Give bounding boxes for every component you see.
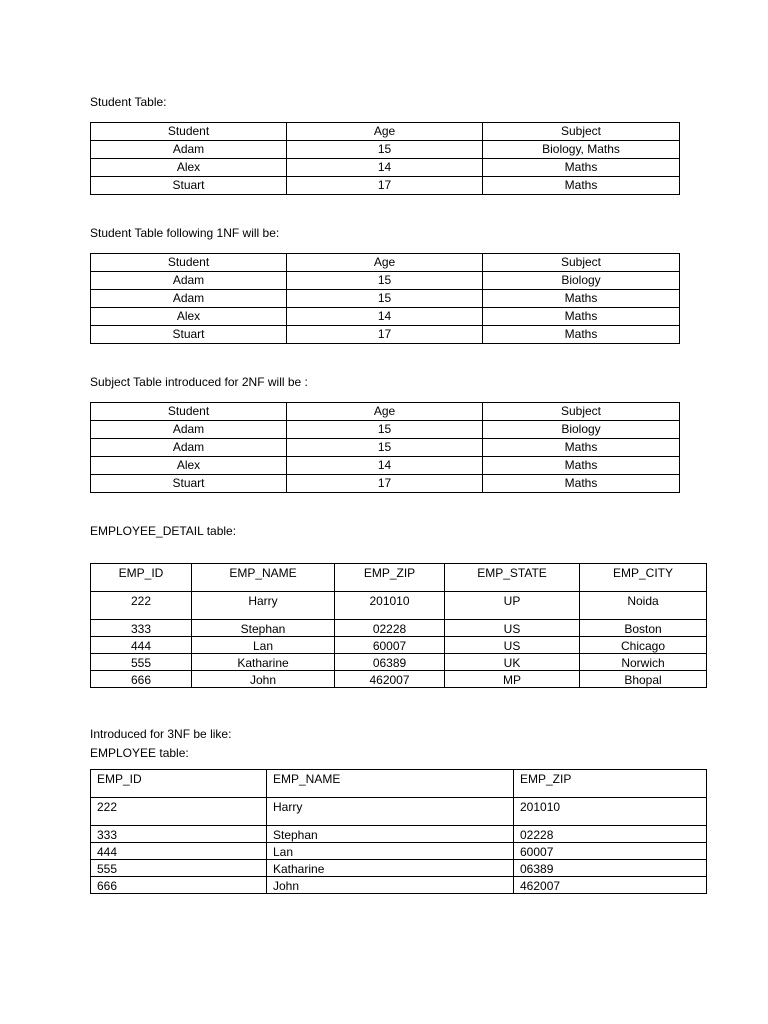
table-cell: Stuart [91, 475, 287, 493]
table-cell: Maths [483, 326, 680, 344]
column-header: EMP_ZIP [335, 564, 445, 592]
table-cell: Maths [483, 290, 680, 308]
table-row [91, 272, 680, 290]
table-cell: Maths [483, 457, 680, 475]
table-row [91, 177, 680, 195]
table-cell: 462007 [335, 671, 445, 688]
table-row [91, 860, 707, 877]
column-header: Age [287, 123, 483, 141]
table-header-row [91, 770, 707, 798]
table-cell: 444 [91, 637, 192, 654]
table-row [91, 457, 680, 475]
table-cell: Bhopal [580, 671, 707, 688]
student-1nf-caption: Student Table following 1NF will be: [90, 226, 280, 240]
table-cell: 15 [287, 272, 483, 290]
table-cell: Katharine [192, 654, 335, 671]
table-cell: 06389 [335, 654, 445, 671]
table-cell: 17 [287, 326, 483, 344]
table-cell: Norwich [580, 654, 707, 671]
table-row [91, 843, 707, 860]
table-cell: Maths [483, 475, 680, 493]
column-header: EMP_NAME [192, 564, 335, 592]
table-cell: 60007 [514, 843, 707, 860]
table-cell: Katharine [267, 860, 514, 877]
table-cell: 555 [91, 654, 192, 671]
table-row [91, 826, 707, 843]
table-row [91, 439, 680, 457]
table-row [91, 421, 680, 439]
table-row [91, 141, 680, 159]
student-table-caption: Student Table: [90, 95, 167, 109]
table-row [91, 326, 680, 344]
table-row [91, 308, 680, 326]
table-cell: John [192, 671, 335, 688]
table-row [91, 475, 680, 493]
column-header: EMP_ID [91, 564, 192, 592]
table-cell: Stuart [91, 177, 287, 195]
table-row [91, 671, 707, 688]
table-header-row [91, 403, 680, 421]
column-header: Student [91, 403, 287, 421]
student-table [90, 122, 680, 195]
table-cell: 17 [287, 177, 483, 195]
table-header-row [91, 123, 680, 141]
column-header: EMP_CITY [580, 564, 707, 592]
table-cell: Adam [91, 290, 287, 308]
table-cell: 15 [287, 141, 483, 159]
table-cell: US [445, 637, 580, 654]
table-cell: 15 [287, 439, 483, 457]
subject-2nf-caption: Subject Table introduced for 2NF will be : [90, 375, 308, 389]
table-cell: UP [445, 592, 580, 620]
table-cell: Chicago [580, 637, 707, 654]
column-header: EMP_ZIP [514, 770, 707, 798]
table-cell: 14 [287, 457, 483, 475]
table-cell: 444 [91, 843, 267, 860]
3nf-caption: Introduced for 3NF be like: [90, 727, 232, 741]
table-cell: 02228 [514, 826, 707, 843]
table-cell: 462007 [514, 877, 707, 894]
table-cell: 333 [91, 620, 192, 637]
employee-detail-table [90, 563, 707, 688]
employee-table-caption: EMPLOYEE table: [90, 746, 189, 760]
table-cell: 666 [91, 671, 192, 688]
table-cell: 15 [287, 421, 483, 439]
table-cell: 60007 [335, 637, 445, 654]
table-cell: 15 [287, 290, 483, 308]
column-header: Student [91, 123, 287, 141]
table-cell: Boston [580, 620, 707, 637]
table-cell: 14 [287, 308, 483, 326]
table-cell: Adam [91, 141, 287, 159]
table-row [91, 620, 707, 637]
table-cell: 333 [91, 826, 267, 843]
table-cell: 06389 [514, 860, 707, 877]
table-cell: Lan [267, 843, 514, 860]
table-row [91, 637, 707, 654]
table-row [91, 159, 680, 177]
table-cell: Alex [91, 457, 287, 475]
table-cell: Harry [192, 592, 335, 620]
table-cell: 17 [287, 475, 483, 493]
column-header: EMP_NAME [267, 770, 514, 798]
table-row [91, 290, 680, 308]
table-cell: Harry [267, 798, 514, 826]
table-cell: John [267, 877, 514, 894]
table-cell: Maths [483, 159, 680, 177]
column-header: Subject [483, 403, 680, 421]
column-header: Age [287, 403, 483, 421]
column-header: Subject [483, 123, 680, 141]
table-cell: 555 [91, 860, 267, 877]
table-cell: Stephan [192, 620, 335, 637]
table-header-row [91, 564, 707, 592]
table-cell: Adam [91, 272, 287, 290]
column-header: Student [91, 254, 287, 272]
table-cell: Biology [483, 421, 680, 439]
table-header-row [91, 254, 680, 272]
table-cell: Noida [580, 592, 707, 620]
table-cell: Stephan [267, 826, 514, 843]
column-header: Subject [483, 254, 680, 272]
table-cell: Alex [91, 159, 287, 177]
table-cell: 201010 [335, 592, 445, 620]
table-cell: Biology [483, 272, 680, 290]
table-cell: UK [445, 654, 580, 671]
table-cell: Maths [483, 308, 680, 326]
table-cell: US [445, 620, 580, 637]
table-cell: Adam [91, 421, 287, 439]
table-cell: 222 [91, 592, 192, 620]
table-cell: Biology, Maths [483, 141, 680, 159]
subject-2nf-table [90, 402, 680, 493]
employee-table [90, 769, 707, 894]
table-row [91, 798, 707, 826]
table-cell: 201010 [514, 798, 707, 826]
table-cell: 666 [91, 877, 267, 894]
employee-detail-caption: EMPLOYEE_DETAIL table: [90, 524, 237, 538]
table-cell: Alex [91, 308, 287, 326]
student-1nf-table [90, 253, 680, 344]
table-cell: Maths [483, 177, 680, 195]
column-header: EMP_STATE [445, 564, 580, 592]
table-cell: 222 [91, 798, 267, 826]
table-cell: Stuart [91, 326, 287, 344]
table-cell: 02228 [335, 620, 445, 637]
table-cell: Maths [483, 439, 680, 457]
table-cell: 14 [287, 159, 483, 177]
column-header: EMP_ID [91, 770, 267, 798]
table-cell: Lan [192, 637, 335, 654]
table-row [91, 592, 707, 620]
table-row [91, 654, 707, 671]
column-header: Age [287, 254, 483, 272]
table-cell: MP [445, 671, 580, 688]
table-row [91, 877, 707, 894]
table-cell: Adam [91, 439, 287, 457]
